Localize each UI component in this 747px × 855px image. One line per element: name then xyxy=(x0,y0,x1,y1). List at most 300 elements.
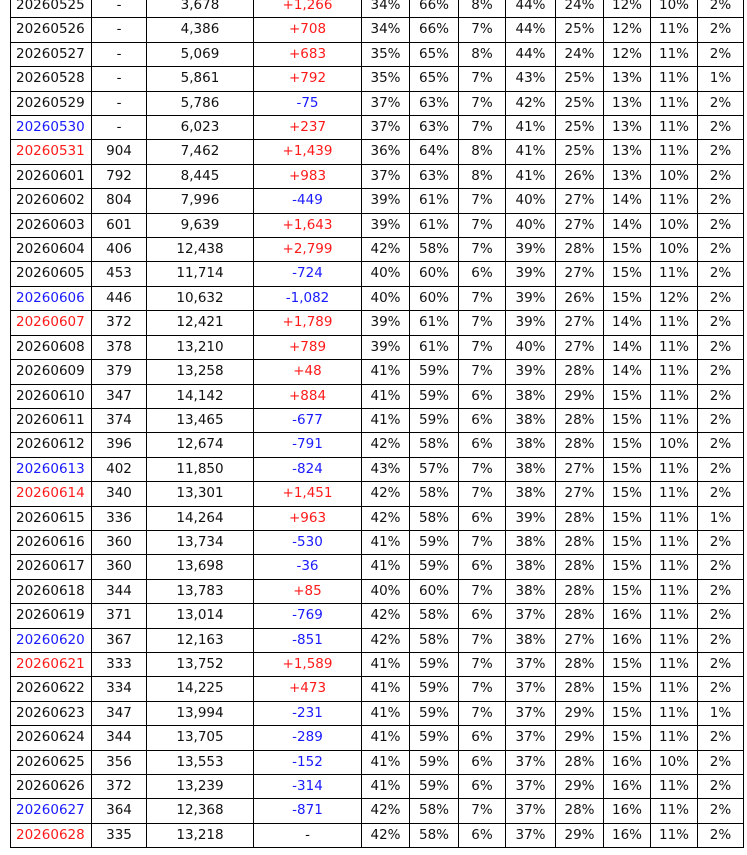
date-cell: 20260601 xyxy=(11,164,92,188)
count-cell: - xyxy=(92,67,147,91)
total-cell: 13,698 xyxy=(147,555,254,579)
date-cell: 20260609 xyxy=(11,360,92,384)
count-cell: 344 xyxy=(92,726,147,750)
date-cell: 20260621 xyxy=(11,652,92,676)
table-row xyxy=(11,799,744,823)
percent-cell: 15% xyxy=(604,506,651,530)
percent-cell: 25% xyxy=(556,91,604,115)
percent-cell: 28% xyxy=(556,238,604,262)
table-body xyxy=(11,0,744,848)
percent-cell: 7% xyxy=(459,579,506,603)
percent-cell: 42% xyxy=(362,628,410,652)
table-row xyxy=(11,775,744,799)
count-cell: 804 xyxy=(92,189,147,213)
change-cell: -152 xyxy=(254,750,362,774)
percent-cell: 2% xyxy=(698,238,744,262)
count-cell: - xyxy=(92,42,147,66)
table-row xyxy=(11,189,744,213)
change-cell: -289 xyxy=(254,726,362,750)
percent-cell: 6% xyxy=(459,506,506,530)
percent-cell: 28% xyxy=(556,677,604,701)
date-cell: 20260527 xyxy=(11,42,92,66)
percent-cell: 27% xyxy=(556,262,604,286)
total-cell: 5,861 xyxy=(147,67,254,91)
percent-cell: 2% xyxy=(698,408,744,432)
change-cell: +237 xyxy=(254,116,362,140)
date-cell: 20260529 xyxy=(11,91,92,115)
percent-cell: 8% xyxy=(459,164,506,188)
count-cell: 379 xyxy=(92,360,147,384)
change-cell: +1,266 xyxy=(254,0,362,18)
total-cell: 13,783 xyxy=(147,579,254,603)
percent-cell: 2% xyxy=(698,116,744,140)
total-cell: 13,301 xyxy=(147,482,254,506)
percent-cell: 59% xyxy=(410,677,459,701)
percent-cell: 14% xyxy=(604,213,651,237)
percent-cell: 2% xyxy=(698,335,744,359)
table-row xyxy=(11,701,744,725)
percent-cell: 1% xyxy=(698,506,744,530)
percent-cell: 11% xyxy=(651,555,698,579)
count-cell: - xyxy=(92,116,147,140)
change-cell: -769 xyxy=(254,604,362,628)
percent-cell: 10% xyxy=(651,238,698,262)
date-cell: 20260620 xyxy=(11,628,92,652)
table-row xyxy=(11,530,744,554)
percent-cell: 12% xyxy=(604,0,651,18)
percent-cell: 11% xyxy=(651,384,698,408)
percent-cell: 7% xyxy=(459,213,506,237)
percent-cell: 36% xyxy=(362,140,410,164)
percent-cell: 25% xyxy=(556,18,604,42)
percent-cell: 27% xyxy=(556,457,604,481)
count-cell: 334 xyxy=(92,677,147,701)
data-table-container xyxy=(10,0,743,848)
total-cell: 13,258 xyxy=(147,360,254,384)
change-cell: +683 xyxy=(254,42,362,66)
percent-cell: 28% xyxy=(556,408,604,432)
total-cell: 6,023 xyxy=(147,116,254,140)
percent-cell: 44% xyxy=(506,0,556,18)
percent-cell: 6% xyxy=(459,555,506,579)
percent-cell: 39% xyxy=(362,189,410,213)
percent-cell: 2% xyxy=(698,775,744,799)
percent-cell: 59% xyxy=(410,726,459,750)
percent-cell: 37% xyxy=(506,775,556,799)
percent-cell: 15% xyxy=(604,457,651,481)
percent-cell: 29% xyxy=(556,775,604,799)
percent-cell: 2% xyxy=(698,726,744,750)
percent-cell: 28% xyxy=(556,750,604,774)
total-cell: 12,674 xyxy=(147,433,254,457)
percent-cell: 38% xyxy=(506,628,556,652)
percent-cell: 37% xyxy=(506,799,556,823)
percent-cell: 61% xyxy=(410,311,459,335)
count-cell: 792 xyxy=(92,164,147,188)
count-cell: - xyxy=(92,0,147,18)
count-cell: - xyxy=(92,91,147,115)
percent-cell: 40% xyxy=(506,335,556,359)
count-cell: 347 xyxy=(92,384,147,408)
percent-cell: 42% xyxy=(362,482,410,506)
percent-cell: 16% xyxy=(604,628,651,652)
percent-cell: 59% xyxy=(410,360,459,384)
percent-cell: 39% xyxy=(506,286,556,310)
percent-cell: 2% xyxy=(698,823,744,847)
table-row xyxy=(11,384,744,408)
percent-cell: 38% xyxy=(506,530,556,554)
date-cell: 20260610 xyxy=(11,384,92,408)
percent-cell: 38% xyxy=(506,384,556,408)
percent-cell: 37% xyxy=(506,726,556,750)
percent-cell: 35% xyxy=(362,67,410,91)
table-row xyxy=(11,433,744,457)
table-row xyxy=(11,238,744,262)
percent-cell: 15% xyxy=(604,726,651,750)
percent-cell: 14% xyxy=(604,360,651,384)
count-cell: 601 xyxy=(92,213,147,237)
count-cell: 347 xyxy=(92,701,147,725)
percent-cell: 39% xyxy=(506,360,556,384)
percent-cell: 2% xyxy=(698,140,744,164)
date-cell: 20260616 xyxy=(11,530,92,554)
change-cell: +2,799 xyxy=(254,238,362,262)
change-cell: +1,789 xyxy=(254,311,362,335)
percent-cell: 7% xyxy=(459,701,506,725)
count-cell: 367 xyxy=(92,628,147,652)
percent-cell: 6% xyxy=(459,262,506,286)
table-row xyxy=(11,286,744,310)
percent-cell: 34% xyxy=(362,0,410,18)
total-cell: 13,014 xyxy=(147,604,254,628)
percent-cell: 2% xyxy=(698,530,744,554)
date-cell: 20260614 xyxy=(11,482,92,506)
percent-cell: 58% xyxy=(410,604,459,628)
percent-cell: 11% xyxy=(651,775,698,799)
percent-cell: 38% xyxy=(506,457,556,481)
percent-cell: 11% xyxy=(651,506,698,530)
percent-cell: 58% xyxy=(410,823,459,847)
change-cell: -871 xyxy=(254,799,362,823)
percent-cell: 1% xyxy=(698,701,744,725)
percent-cell: 16% xyxy=(604,775,651,799)
percent-cell: 15% xyxy=(604,555,651,579)
total-cell: 5,786 xyxy=(147,91,254,115)
table-row xyxy=(11,91,744,115)
percent-cell: 27% xyxy=(556,335,604,359)
percent-cell: 11% xyxy=(651,652,698,676)
change-cell: -314 xyxy=(254,775,362,799)
table-row xyxy=(11,482,744,506)
percent-cell: 37% xyxy=(506,823,556,847)
change-cell: +983 xyxy=(254,164,362,188)
change-cell: +708 xyxy=(254,18,362,42)
percent-cell: 39% xyxy=(506,238,556,262)
change-cell: +1,643 xyxy=(254,213,362,237)
date-cell: 20260606 xyxy=(11,286,92,310)
change-cell: -724 xyxy=(254,262,362,286)
percent-cell: 7% xyxy=(459,67,506,91)
percent-cell: 2% xyxy=(698,652,744,676)
total-cell: 13,705 xyxy=(147,726,254,750)
total-cell: 12,163 xyxy=(147,628,254,652)
table-row xyxy=(11,213,744,237)
percent-cell: 61% xyxy=(410,213,459,237)
percent-cell: 13% xyxy=(604,116,651,140)
percent-cell: 16% xyxy=(604,823,651,847)
count-cell: 360 xyxy=(92,555,147,579)
percent-cell: 11% xyxy=(651,701,698,725)
percent-cell: 28% xyxy=(556,579,604,603)
change-cell: -75 xyxy=(254,91,362,115)
percent-cell: 27% xyxy=(556,311,604,335)
percent-cell: 44% xyxy=(506,42,556,66)
percent-cell: 63% xyxy=(410,91,459,115)
percent-cell: 58% xyxy=(410,628,459,652)
percent-cell: 6% xyxy=(459,433,506,457)
table-row xyxy=(11,0,744,18)
table-row xyxy=(11,579,744,603)
change-cell: +963 xyxy=(254,506,362,530)
percent-cell: 42% xyxy=(362,823,410,847)
percent-cell: 15% xyxy=(604,238,651,262)
percent-cell: 15% xyxy=(604,433,651,457)
percent-cell: 63% xyxy=(410,164,459,188)
count-cell: 335 xyxy=(92,823,147,847)
percent-cell: 7% xyxy=(459,311,506,335)
total-cell: 14,225 xyxy=(147,677,254,701)
table-row xyxy=(11,628,744,652)
percent-cell: 34% xyxy=(362,18,410,42)
percent-cell: 41% xyxy=(362,677,410,701)
percent-cell: 1% xyxy=(698,67,744,91)
percent-cell: 2% xyxy=(698,42,744,66)
percent-cell: 13% xyxy=(604,140,651,164)
count-cell: 356 xyxy=(92,750,147,774)
change-cell: +789 xyxy=(254,335,362,359)
percent-cell: 38% xyxy=(506,433,556,457)
count-cell: 340 xyxy=(92,482,147,506)
percent-cell: 37% xyxy=(506,652,556,676)
percent-cell: 41% xyxy=(506,140,556,164)
daily-stats-table xyxy=(10,0,744,848)
percent-cell: 11% xyxy=(651,799,698,823)
percent-cell: 38% xyxy=(506,482,556,506)
change-cell: -36 xyxy=(254,555,362,579)
percent-cell: 40% xyxy=(362,286,410,310)
percent-cell: 11% xyxy=(651,482,698,506)
percent-cell: 7% xyxy=(459,677,506,701)
table-row xyxy=(11,360,744,384)
percent-cell: 37% xyxy=(362,164,410,188)
date-cell: 20260603 xyxy=(11,213,92,237)
percent-cell: 11% xyxy=(651,311,698,335)
total-cell: 11,714 xyxy=(147,262,254,286)
percent-cell: 2% xyxy=(698,433,744,457)
date-cell: 20260624 xyxy=(11,726,92,750)
change-cell: +884 xyxy=(254,384,362,408)
percent-cell: 60% xyxy=(410,262,459,286)
percent-cell: 29% xyxy=(556,823,604,847)
percent-cell: 10% xyxy=(651,213,698,237)
table-row xyxy=(11,311,744,335)
percent-cell: 40% xyxy=(362,579,410,603)
table-row xyxy=(11,750,744,774)
percent-cell: 26% xyxy=(556,164,604,188)
percent-cell: 59% xyxy=(410,701,459,725)
table-row xyxy=(11,67,744,91)
total-cell: 7,996 xyxy=(147,189,254,213)
percent-cell: 64% xyxy=(410,140,459,164)
percent-cell: 37% xyxy=(506,750,556,774)
percent-cell: 39% xyxy=(506,311,556,335)
date-cell: 20260619 xyxy=(11,604,92,628)
date-cell: 20260528 xyxy=(11,67,92,91)
percent-cell: 39% xyxy=(506,262,556,286)
percent-cell: 2% xyxy=(698,360,744,384)
percent-cell: 29% xyxy=(556,384,604,408)
percent-cell: 2% xyxy=(698,555,744,579)
percent-cell: 59% xyxy=(410,775,459,799)
percent-cell: 58% xyxy=(410,799,459,823)
count-cell: 904 xyxy=(92,140,147,164)
percent-cell: 28% xyxy=(556,799,604,823)
change-cell: -449 xyxy=(254,189,362,213)
percent-cell: 2% xyxy=(698,457,744,481)
percent-cell: 37% xyxy=(506,701,556,725)
percent-cell: 42% xyxy=(362,506,410,530)
total-cell: 12,421 xyxy=(147,311,254,335)
percent-cell: 44% xyxy=(506,18,556,42)
percent-cell: 58% xyxy=(410,506,459,530)
table-row xyxy=(11,652,744,676)
percent-cell: 28% xyxy=(556,604,604,628)
percent-cell: 7% xyxy=(459,457,506,481)
percent-cell: 41% xyxy=(362,652,410,676)
percent-cell: 11% xyxy=(651,360,698,384)
date-cell: 20260625 xyxy=(11,750,92,774)
percent-cell: 60% xyxy=(410,579,459,603)
percent-cell: 2% xyxy=(698,189,744,213)
total-cell: 12,438 xyxy=(147,238,254,262)
percent-cell: 2% xyxy=(698,262,744,286)
percent-cell: 15% xyxy=(604,408,651,432)
percent-cell: 16% xyxy=(604,799,651,823)
percent-cell: 27% xyxy=(556,482,604,506)
percent-cell: 13% xyxy=(604,164,651,188)
percent-cell: 40% xyxy=(362,262,410,286)
percent-cell: 28% xyxy=(556,360,604,384)
percent-cell: 15% xyxy=(604,701,651,725)
percent-cell: 7% xyxy=(459,238,506,262)
percent-cell: 11% xyxy=(651,579,698,603)
date-cell: 20260622 xyxy=(11,677,92,701)
total-cell: 13,210 xyxy=(147,335,254,359)
percent-cell: 7% xyxy=(459,652,506,676)
count-cell: 372 xyxy=(92,311,147,335)
percent-cell: 11% xyxy=(651,140,698,164)
count-cell: 453 xyxy=(92,262,147,286)
percent-cell: 6% xyxy=(459,775,506,799)
date-cell: 20260612 xyxy=(11,433,92,457)
percent-cell: 2% xyxy=(698,286,744,310)
percent-cell: 13% xyxy=(604,91,651,115)
percent-cell: 38% xyxy=(506,555,556,579)
count-cell: 333 xyxy=(92,652,147,676)
table-row xyxy=(11,823,744,847)
percent-cell: 28% xyxy=(556,530,604,554)
percent-cell: 41% xyxy=(362,408,410,432)
total-cell: 4,386 xyxy=(147,18,254,42)
percent-cell: 11% xyxy=(651,530,698,554)
percent-cell: 11% xyxy=(651,189,698,213)
count-cell: 336 xyxy=(92,506,147,530)
percent-cell: 2% xyxy=(698,91,744,115)
percent-cell: 25% xyxy=(556,116,604,140)
percent-cell: 42% xyxy=(362,238,410,262)
table-row xyxy=(11,116,744,140)
table-row xyxy=(11,408,744,432)
percent-cell: 7% xyxy=(459,482,506,506)
percent-cell: 15% xyxy=(604,482,651,506)
percent-cell: 42% xyxy=(506,91,556,115)
percent-cell: 41% xyxy=(506,164,556,188)
change-cell: -677 xyxy=(254,408,362,432)
total-cell: 7,462 xyxy=(147,140,254,164)
percent-cell: 6% xyxy=(459,408,506,432)
total-cell: 13,218 xyxy=(147,823,254,847)
date-cell: 20260611 xyxy=(11,408,92,432)
change-cell: +85 xyxy=(254,579,362,603)
percent-cell: 12% xyxy=(604,18,651,42)
total-cell: 12,368 xyxy=(147,799,254,823)
date-cell: 20260623 xyxy=(11,701,92,725)
date-cell: 20260605 xyxy=(11,262,92,286)
count-cell: 378 xyxy=(92,335,147,359)
percent-cell: 39% xyxy=(362,311,410,335)
percent-cell: 11% xyxy=(651,457,698,481)
percent-cell: 37% xyxy=(506,677,556,701)
percent-cell: 2% xyxy=(698,677,744,701)
percent-cell: 2% xyxy=(698,579,744,603)
percent-cell: 2% xyxy=(698,482,744,506)
total-cell: 13,752 xyxy=(147,652,254,676)
table-row xyxy=(11,262,744,286)
percent-cell: 11% xyxy=(651,726,698,750)
percent-cell: 16% xyxy=(604,750,651,774)
percent-cell: 2% xyxy=(698,384,744,408)
percent-cell: 60% xyxy=(410,286,459,310)
total-cell: 9,639 xyxy=(147,213,254,237)
percent-cell: 15% xyxy=(604,286,651,310)
percent-cell: 7% xyxy=(459,91,506,115)
change-cell: -530 xyxy=(254,530,362,554)
count-cell: 406 xyxy=(92,238,147,262)
percent-cell: 11% xyxy=(651,408,698,432)
table-row xyxy=(11,164,744,188)
percent-cell: 7% xyxy=(459,530,506,554)
percent-cell: 28% xyxy=(556,555,604,579)
percent-cell: 37% xyxy=(362,116,410,140)
percent-cell: 24% xyxy=(556,42,604,66)
percent-cell: 11% xyxy=(651,67,698,91)
percent-cell: 7% xyxy=(459,799,506,823)
percent-cell: 41% xyxy=(362,701,410,725)
change-cell: +792 xyxy=(254,67,362,91)
percent-cell: 28% xyxy=(556,652,604,676)
percent-cell: 27% xyxy=(556,189,604,213)
percent-cell: 15% xyxy=(604,579,651,603)
